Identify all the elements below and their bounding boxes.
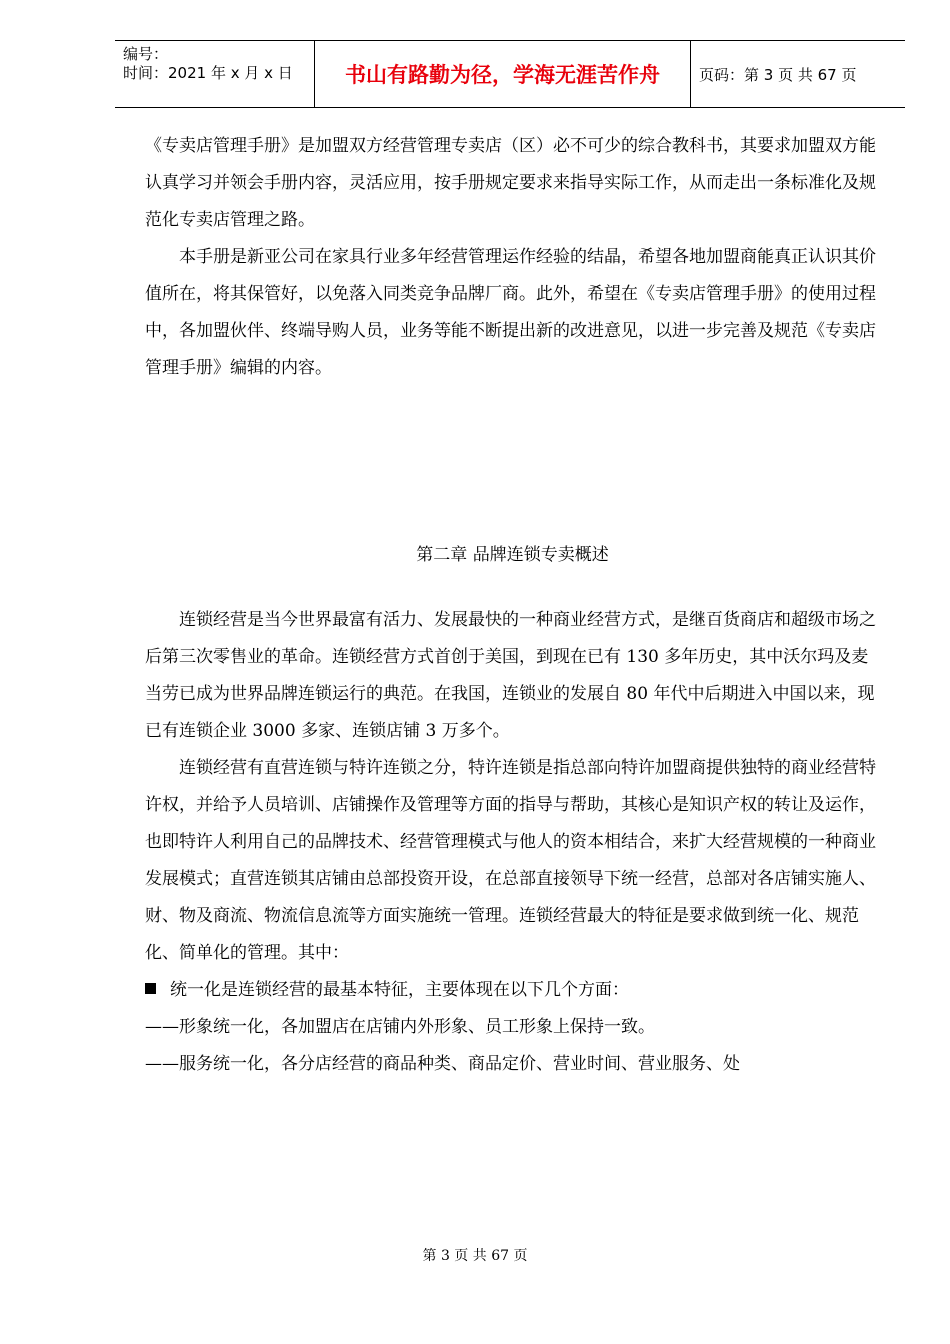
header-meta bbox=[115, 41, 315, 107]
intro-paragraph-2: 本手册是新亚公司在家具行业多年经营管理运作经验的结晶，希望各地加盟商能真正认识其价值所在，将其保管好，以免落入同类竞争品牌厂商。此外，希望在《专卖店管理手册》的使用过程中，各加盟伙伴、终端导购人员，业务等能不断提出新的改进意见，以进一步完善及规范《专卖店管理手册》编辑的内容。 bbox=[145, 247, 876, 378]
header-slogan: 书山有路勤为径，学海无涯苦作舟 bbox=[315, 41, 691, 107]
document-body bbox=[145, 128, 880, 1083]
chapter-paragraph-2: 连锁经营有直营连锁与特许连锁之分，特许连锁是指总部向特许加盟商提供独特的商业经营特许权，并给予人员培训、店铺操作及管理等方面的指导与帮助，其核心是知识产权的转让及运作，也即特许人利用自己的品牌技术、经营管理模式与他人的资本相结合，来扩大经营规模的一种商业发展模式；直营连锁其店铺由总部投资开设，在总部直接领导下统一经营，总部对各店铺实施人、财、物及商流、物流信息流等方面实施统一管理。连锁经营最大的特征是要求做到统一化、规范化、简单化的管理。其中： bbox=[145, 758, 876, 963]
intro-paragraph-1: 《专卖店管理手册》是加盟双方经营管理专卖店（区）必不可少的综合教科书，其要求加盟双方能认真学习并领会手册内容，灵活应用，按手册规定要求来指导实际工作，从而走出一条标准化及规范化专卖店管理之路。 bbox=[145, 136, 876, 230]
page-header bbox=[115, 40, 905, 108]
header-time-label: 时间：2021 年 x 月 x 日 bbox=[123, 64, 293, 82]
bullet-item bbox=[145, 972, 880, 1009]
section-spacer bbox=[145, 574, 880, 602]
chapter-title: 第二章 品牌连锁专卖概述 bbox=[416, 545, 609, 565]
chapter-paragraph-1: 连锁经营是当今世界最富有活力、发展最快的一种商业经营方式，是继百货商店和超级市场之后第三次零售业的革命。连锁经营方式首创于美国，到现在已有 130 多年历史，其中沃尔玛及麦当劳已成为世界品牌连锁运行的典范。在我国，连锁业的发展自 80 年代中后期进入中国以来，现已有连锁企业 3000 多家、连锁店铺 3 万多个。 bbox=[145, 610, 876, 741]
header-number-label: 编号： bbox=[123, 45, 169, 63]
bullet-item-text: 统一化是连锁经营的最基本特征，主要体现在以下几个方面： bbox=[170, 980, 629, 1000]
header-page-label: 页码：第 3 页 共 67 页 bbox=[699, 65, 857, 84]
section-spacer bbox=[145, 387, 880, 537]
dash-item-2: ——服务统一化，各分店经营的商品种类、商品定价、营业时间、营业服务、处 bbox=[145, 1054, 740, 1074]
square-bullet-icon bbox=[145, 983, 156, 994]
page-footer: 第 3 页 共 67 页 bbox=[422, 1248, 528, 1264]
dash-item-1: ——形象统一化，各加盟店在店铺内外形象、员工形象上保持一致。 bbox=[145, 1017, 655, 1037]
